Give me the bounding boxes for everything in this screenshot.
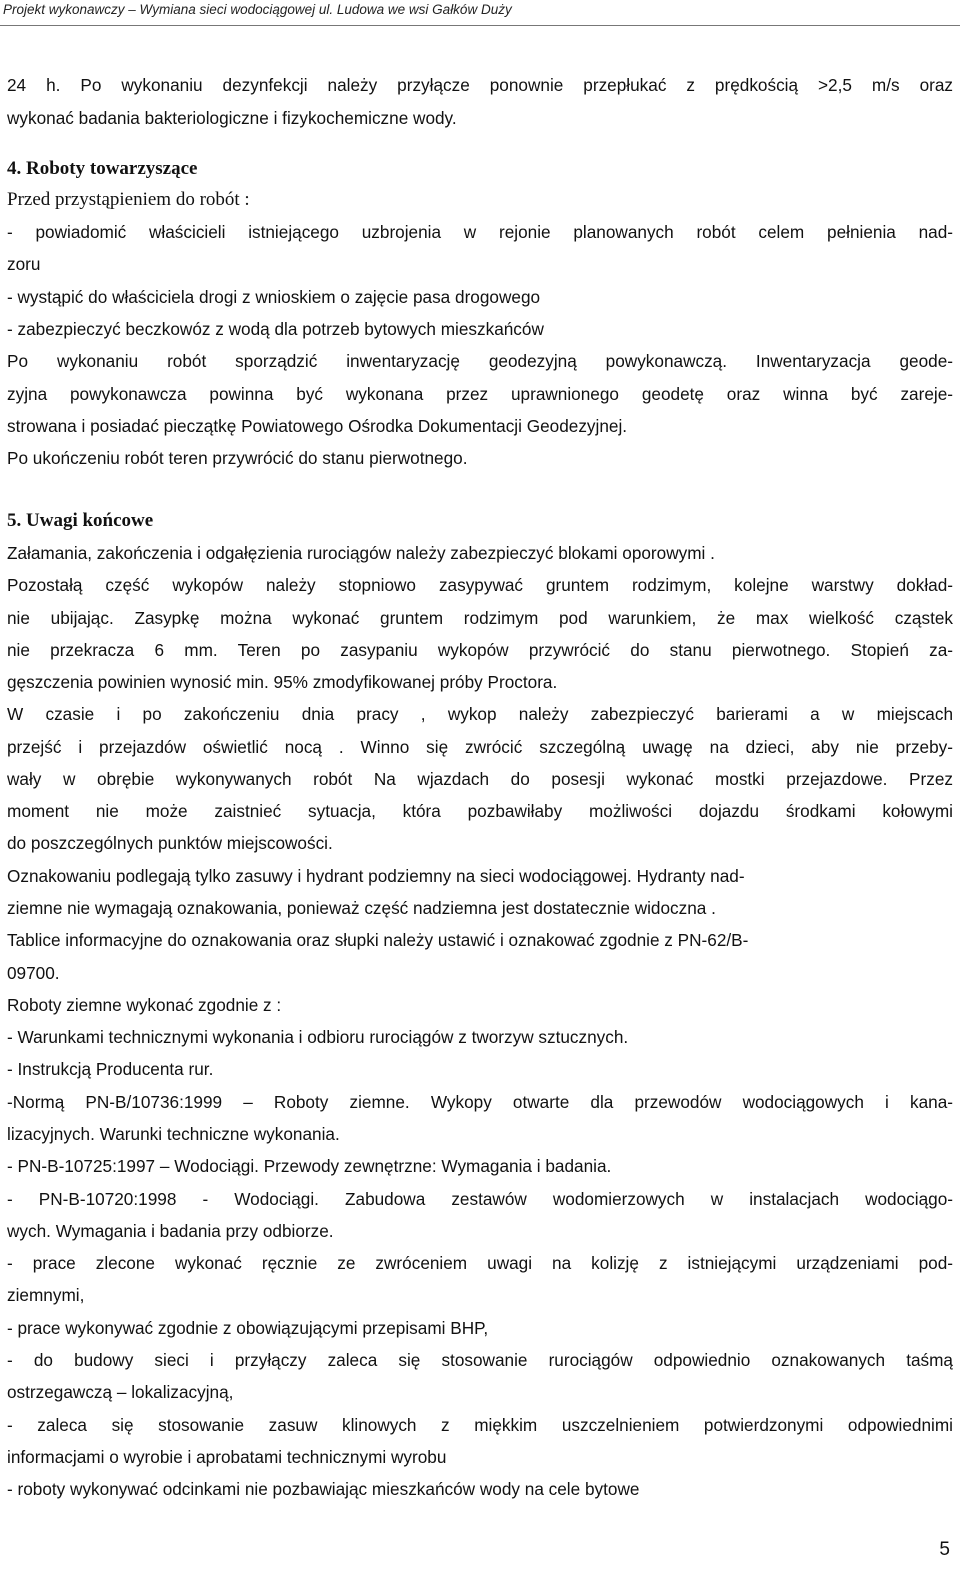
paragraph-line: Pozostałą część wykopów należy stopniowo zasypywać gruntem rodzimym, kolejne warstwy dokład- <box>7 575 953 595</box>
list-item: wych. Wymagania i badania przy odbiorze. <box>7 1221 334 1241</box>
page-number: 5 <box>939 1539 950 1560</box>
paragraph-line: moment nie może zaistnieć sytuacja, która pozbawiłaby możliwości dojazdu środkami kołowymi <box>7 801 953 821</box>
list-item: ziemnymi, <box>7 1285 85 1305</box>
paragraph-line: Oznakowaniu podlegają tylko zasuwy i hydrant podziemny na sieci wodociągowej. Hydranty nad- <box>7 866 745 886</box>
list-item: zoru <box>7 254 41 274</box>
paragraph-line: nie przekracza 6 mm. Teren po zasypaniu wykopów przywrócić do stanu pierwotnego. Stopień za- <box>7 640 953 660</box>
list-item: - zaleca się stosowanie zasuw klinowych z miękkim uszczelnieniem potwierdzonymi odpowiednimi <box>7 1415 953 1435</box>
list-item: informacjami o wyrobie i aprobatami technicznymi wyrobu <box>7 1447 447 1467</box>
list-item: - powiadomić właścicieli istniejącego uzbrojenia w rejonie planowanych robót celem pełnienia nad- <box>7 222 953 242</box>
paragraph-line: W czasie i po zakończeniu dnia pracy , wykop należy zabezpieczyć barierami a w miejscach <box>7 704 953 724</box>
list-item: lizacyjnych. Warunki techniczne wykonania. <box>7 1124 340 1144</box>
paragraph-line: Tablice informacyjne do oznakowania oraz słupki należy ustawić i oznakować zgodnie z PN-62/B- <box>7 930 749 950</box>
list-item: - wystąpić do właściciela drogi z wnioskiem o zajęcie pasa drogowego <box>7 287 541 307</box>
paragraph-line: zyjna powykonawcza powinna być wykonana przez uprawnionego geodetę oraz winna być zareje- <box>7 384 953 404</box>
paragraph-line: Załamania, zakończenia i odgałęzienia rurociągów należy zabezpieczyć blokami oporowymi . <box>7 543 715 563</box>
section-heading: 4. Roboty towarzyszące <box>7 158 198 179</box>
running-header: Projekt wykonawczy – Wymiana sieci wodociągowej ul. Ludowa we wsi Gałków Duży <box>3 2 512 17</box>
list-item: - prace wykonywać zgodnie z obowiązującymi przepisami BHP, <box>7 1318 489 1338</box>
section-heading: 5. Uwagi końcowe <box>7 510 154 531</box>
list-item: - roboty wykonywać odcinkami nie pozbawiając mieszkańców wody na cele bytowe <box>7 1479 640 1499</box>
paragraph-line: Po wykonaniu robót sporządzić inwentaryzację geodezyjną powykonawczą. Inwentaryzacja geode- <box>7 351 953 371</box>
list-item: - Instrukcją Producenta rur. <box>7 1059 214 1079</box>
paragraph-line: do poszczególnych punktów miejscowości. <box>7 833 333 853</box>
paragraph-line: przejść i przejazdów oświetlić nocą . Winno się zwrócić szczególną uwagę na dzieci, aby nie przeby- <box>7 737 953 757</box>
list-item: - prace zlecone wykonać ręcznie ze zwróceniem uwagi na kolizję z istniejącymi urządzeniami pod- <box>7 1253 953 1273</box>
paragraph-line: wykonać badania bakteriologiczne i fizykochemiczne wody. <box>7 108 457 128</box>
list-item: - do budowy sieci i przyłączy zaleca się stosowanie rurociągów odpowiednio oznakowanych taśmą <box>7 1350 953 1370</box>
paragraph-line: 24 h. Po wykonaniu dezynfekcji należy przyłącze ponownie przepłukać z prędkością >2,5 m/s oraz <box>7 75 953 95</box>
paragraph-line: nie ubijając. Zasypkę można wykonać gruntem rodzimym pod warunkiem, że max wielkość cząstek <box>7 608 953 628</box>
list-item: -Normą PN-B/10736:1999 – Roboty ziemne. Wykopy otwarte dla przewodów wodociągowych i kana- <box>7 1092 953 1112</box>
paragraph-line: ziemne nie wymagają oznakowania, ponieważ część nadziemna jest dostatecznie widoczna . <box>7 898 716 918</box>
paragraph-line: 09700. <box>7 963 60 983</box>
paragraph-line: Roboty ziemne wykonać zgodnie z : <box>7 995 282 1015</box>
paragraph-line: gęszczenia powinien wynosić min. 95% zmodyfikowanej próby Proctora. <box>7 672 558 692</box>
list-item: - zabezpieczyć beczkowóz z wodą dla potrzeb bytowych mieszkańców <box>7 319 544 339</box>
list-item: ostrzegawczą – lokalizacyjną, <box>7 1382 234 1402</box>
paragraph-line: Po ukończeniu robót teren przywrócić do stanu pierwotnego. <box>7 448 468 468</box>
header-divider <box>0 25 960 26</box>
paragraph-line: wały w obrębie wykonywanych robót Na wjazdach do posesji wykonać mostki przejazdowe. Przez <box>7 769 953 789</box>
list-item: - PN-B-10720:1998 - Wodociągi. Zabudowa zestawów wodomierzowych w instalacjach wodociągo- <box>7 1189 953 1209</box>
paragraph-line: Przed przystąpieniem do robót : <box>7 189 250 210</box>
list-item: - Warunkami technicznymi wykonania i odbioru rurociągów z tworzyw sztucznych. <box>7 1027 629 1047</box>
paragraph-line: strowana i posiadać pieczątkę Powiatowego Ośrodka Dokumentacji Geodezyjnej. <box>7 416 628 436</box>
list-item: - PN-B-10725:1997 – Wodociągi. Przewody zewnętrzne: Wymagania i badania. <box>7 1156 612 1176</box>
